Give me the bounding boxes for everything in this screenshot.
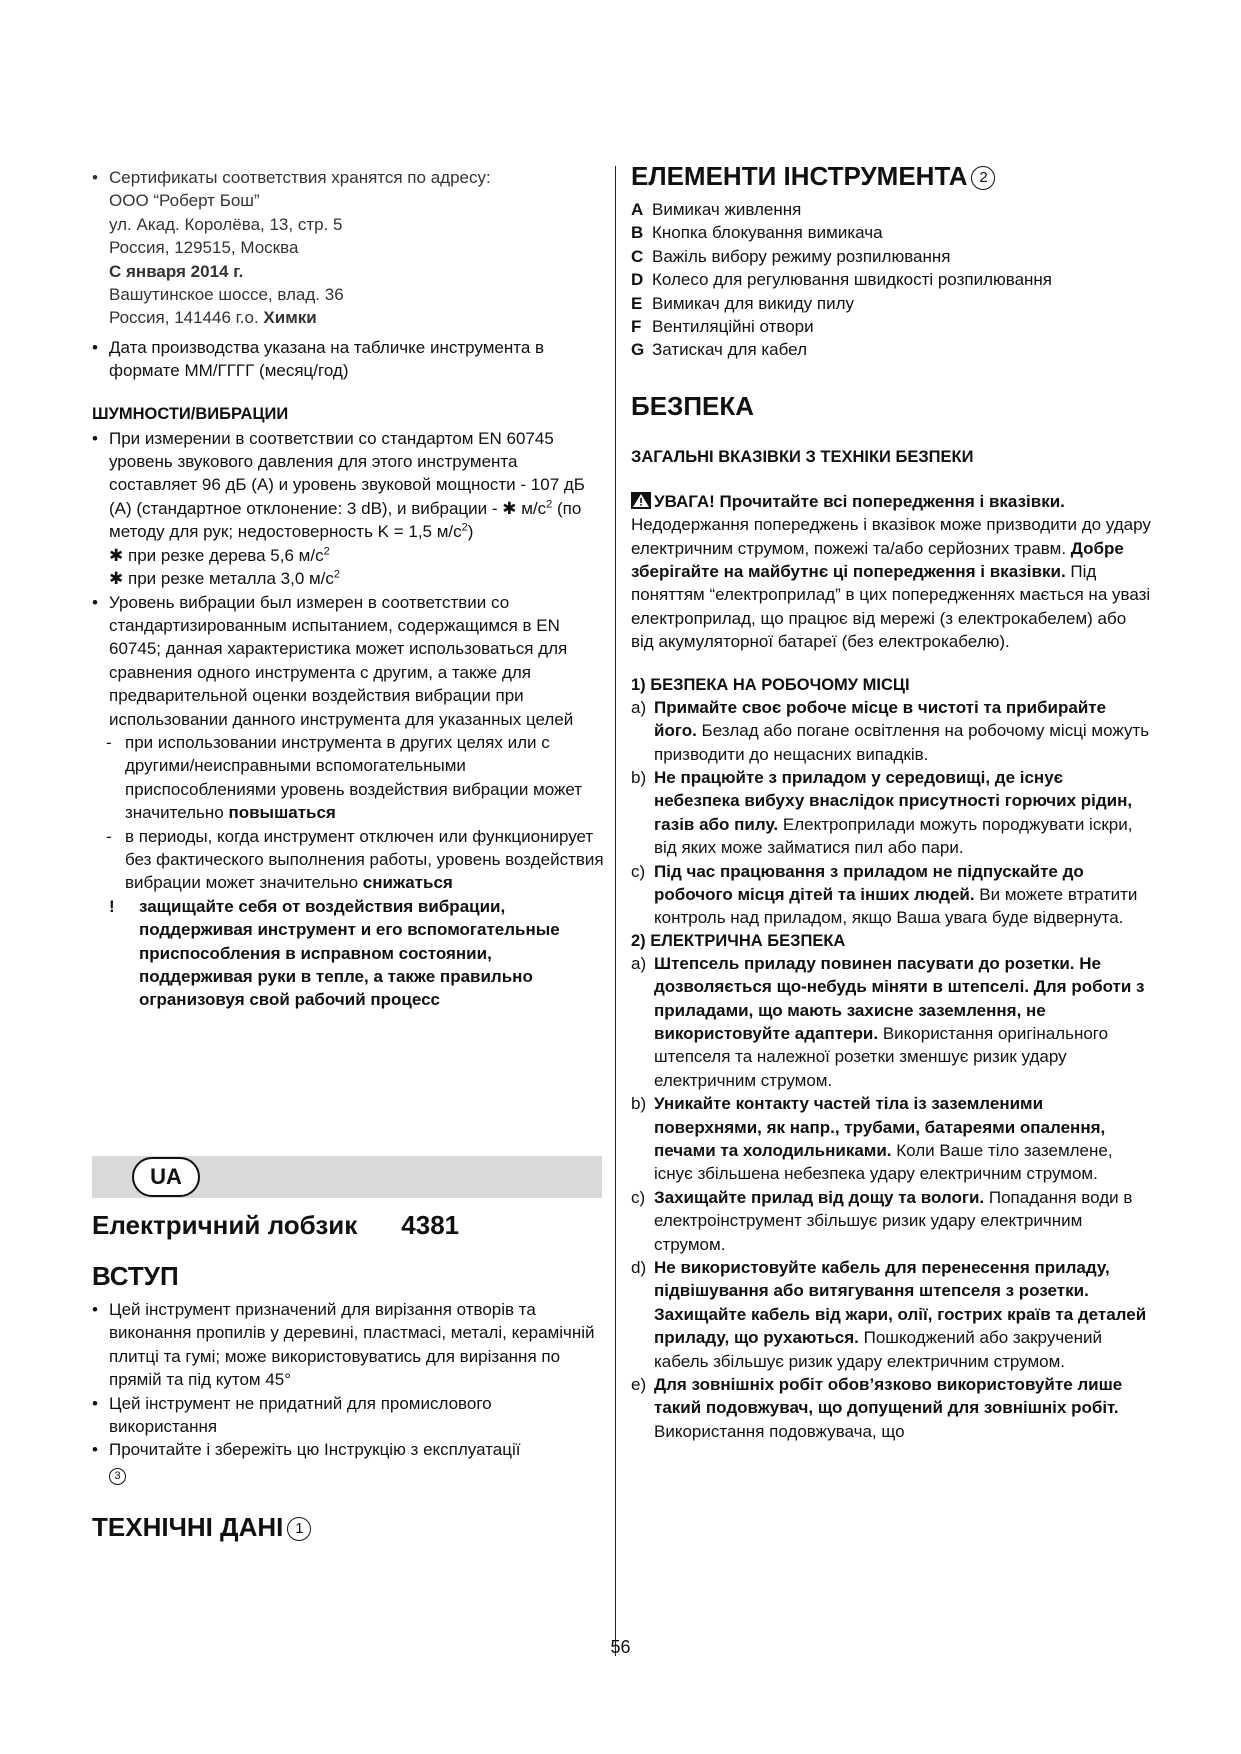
element-letter: D: [631, 270, 644, 290]
elements-heading: [631, 160, 1151, 192]
noise-unit: м/с: [516, 498, 547, 518]
dash-bold: снижаться: [362, 873, 453, 893]
element-text: Вентиляційні отвори: [652, 317, 814, 337]
star-icon: ✱: [502, 498, 517, 518]
element-text: Колесо для регулювання швидкості розпилювання: [652, 270, 1053, 290]
intro-bullet: • Цей інструмент призначений для вирізання отворів та виконання пропилів у деревині, пластмасі, металі, керамічній плитці та гумі; може використовуватись для вирізання по прямій та під кутом 45°: [92, 1298, 604, 1392]
item-bold: Примайте своє робоче місце в чистоті та прибирайте його.: [654, 697, 1107, 741]
language-band: [92, 1156, 602, 1198]
star-icon: ✱: [109, 569, 124, 589]
superscript: 2: [333, 568, 341, 581]
item-mark: e): [631, 1375, 647, 1395]
noise-text2: (по методу для рук; недостоверность K = 1,5 м/с: [109, 498, 582, 542]
date-bullet: • Дата производства указана на табличке инструмента в формате ММ/ГГГГ (месяц/год): [92, 336, 604, 383]
item-mark: c): [631, 861, 646, 881]
elements-list: [631, 198, 1151, 362]
item-bold: Уникайте контакту частей тіла із заземленими поверхнями, як напр., трубами, батареями опалення, печами та холодильниками.: [654, 1094, 1106, 1160]
warning-bold: УВАГА! Прочитайте всі попередження і вказівки.: [654, 491, 1065, 511]
element-letter: A: [631, 200, 644, 219]
cert-city-bold: Химки: [263, 308, 317, 328]
page-number: 56: [610, 1637, 631, 1657]
item-bold: Для зовнішніх робіт обов’язково використовуйте лише такий подовжувач, що допущений для зовнішніх робіт.: [654, 1375, 1123, 1418]
item-text: Електроприлади можуть породжувати іскри, від яких може займатися пил або пари.: [654, 814, 1133, 858]
wood-text: при резке дерева 5,6 м/с: [127, 545, 324, 565]
dash-item: [92, 731, 604, 825]
column-divider: [615, 166, 616, 1656]
cert-line: ООО “Роберт Бош”: [109, 191, 260, 211]
element-item: [631, 315, 1151, 338]
electrical-item: [631, 1373, 1151, 1443]
dash-mark: -: [106, 732, 112, 752]
vibration-bullet: • Уровень вибрации был измерен в соответствии со стандартизированным испытанием, содержащимся в EN 60745; данная характеристика может использоваться для сравнения одного инструмента с другим, а также для предварительной оценки воздействия вибрации при использовании данного инструмента для указанных целей: [92, 591, 604, 731]
item-bold: Не використовуйте кабель для перенесення приладу, підвішування або витягування штепселя з розетки. Захищайте кабель від жари, олії, гострих країв та деталей приладу, що рухаються.: [654, 1258, 1147, 1348]
item-mark: d): [631, 1258, 647, 1278]
cert-line: [109, 306, 604, 329]
elements-heading-text: ЕЛЕМЕНТИ ІНСТРУМЕНТА: [631, 161, 968, 191]
product-model: 4381: [401, 1210, 460, 1240]
noise-bullet: [92, 427, 604, 544]
item-bold: Не працюйте з приладом у середовищі, де існує небезпека вибуху внаслідок присутності горючих рідин, газів або пилу.: [654, 767, 1133, 834]
intro-heading: ВСТУП: [92, 1261, 179, 1291]
item-bold: Під час працювання з приладом не підпускайте до робочого місця дітей та інших людей.: [654, 861, 1084, 904]
cert-line: Россия, 129515, Москва: [109, 238, 299, 258]
element-letter: E: [631, 293, 643, 313]
item-mark: c): [631, 1187, 646, 1207]
element-letter: B: [631, 223, 644, 243]
superscript: 2: [546, 498, 553, 511]
metal-text: при резке металла 3,0 м/с: [127, 569, 334, 589]
cert-line: ул. Акад. Королёва, 13, стр. 5: [109, 214, 343, 234]
item-text: Пошкоджений або закручений кабель збільшує ризик удару електричним струмом.: [654, 1328, 1103, 1371]
dash-bold: повышаться: [228, 803, 336, 823]
warning-text: Недодержання попереджень і вказівок може призводити до удару електричним струмом, пожежі та/або серйозних травм.: [631, 515, 1151, 558]
superscript: 2: [461, 521, 468, 534]
intro-bullet: • Цей інструмент не придатний для промислового використання: [92, 1392, 604, 1439]
element-text: Вимикач живлення: [652, 200, 802, 219]
element-letter: G: [631, 340, 645, 360]
cert-line: • Сертификаты соответствия хранятся по адресу:: [109, 168, 491, 187]
product-title: [92, 1209, 604, 1241]
electrical-item: [631, 1092, 1151, 1186]
item-bold: Захищайте прилад від дощу та вологи.: [654, 1187, 985, 1207]
work-item: [631, 860, 1151, 930]
element-item: [631, 338, 1151, 361]
figure-ref: 3: [109, 1468, 126, 1485]
item-mark: a): [631, 953, 647, 973]
warning-bold: Добре зберігайте на майбутнє ці попередження і вказівки.: [631, 538, 1124, 582]
electrical-item: [631, 1186, 1151, 1256]
wood-value: [92, 544, 604, 567]
work-item: [631, 766, 1151, 860]
element-text: Кнопка блокування вимикача: [652, 223, 883, 243]
left-lower: [92, 1209, 604, 1543]
electrical-item: [631, 952, 1151, 1092]
figure-ref: 1: [287, 1517, 311, 1541]
item-mark: b): [631, 1094, 647, 1114]
dash-text: в периоды, когда инструмент отключен или функционирует без фактического выполнения работы, уровень воздействия вибрации может значительно: [125, 826, 604, 893]
electrical-item: [631, 1256, 1151, 1373]
metal-value: [92, 567, 604, 590]
cert-date: С января 2014 г.: [109, 261, 244, 281]
intro-list: [92, 1298, 604, 1485]
element-item: [631, 221, 1151, 244]
general-safety-heading: ЗАГАЛЬНІ ВКАЗІВКИ З ТЕХНІКИ БЕЗПЕКИ: [631, 447, 974, 466]
warning-text: защищайте себя от воздействия вибрации, поддерживая инструмент и его вспомогательные приспособления в исправном состоянии, поддерживая руки в тепле, а также правильно огранизовуя свой рабочий процесс: [139, 896, 560, 1010]
product-name: Електричний лобзик: [92, 1210, 358, 1240]
figure-ref: 2: [971, 166, 995, 190]
warning-paragraph: [631, 490, 1151, 654]
item-text: Ви можете втратити контроль над приладом, якщо Ваша увага буде відвернута.: [654, 884, 1138, 928]
item-mark: a): [631, 697, 647, 717]
star-icon: ✱: [109, 545, 124, 565]
language-badge: UA: [132, 1157, 200, 1197]
superscript: 2: [323, 545, 330, 558]
item-text: Коли Ваше тіло заземлене, існує збільшена небезпека удару електричним струмом.: [654, 1141, 1113, 1184]
warning-item: [92, 895, 604, 1012]
dash-text: при использовании инструмента в других целях или с другими/неисправными вспомогательными приспособлениями уровень воздействия вибрации может значительно: [125, 732, 583, 823]
tech-heading-text: ТЕХНІЧНІ ДАНІ: [92, 1512, 284, 1543]
item-text: Використання оригінального штепселя та належної розетки зменшує ризик удару електричним струмом.: [654, 1023, 1109, 1090]
work-item: [631, 696, 1151, 766]
warning-triangle-icon: [631, 492, 651, 509]
element-item: [631, 268, 1151, 291]
element-item: [631, 292, 1151, 315]
noise-heading: ШУМНОСТИ/ВИБРАЦИИ: [92, 404, 289, 423]
right-column: [631, 160, 1151, 1443]
dash-mark: -: [106, 826, 112, 846]
element-letter: F: [631, 317, 642, 337]
element-text: Затискач для кабел: [652, 340, 807, 360]
electrical-heading: 2) ЕЛЕКТРИЧНА БЕЗПЕКА: [631, 931, 846, 950]
left-column: [92, 166, 604, 1012]
tech-heading: [92, 1511, 604, 1543]
item-mark: b): [631, 767, 647, 787]
item-text: Безлад або погане освітлення на робочому місці можуть призводити до нещасних випадків.: [654, 721, 1150, 764]
element-item: [631, 198, 1151, 221]
safety-heading: БЕЗПЕКА: [631, 390, 754, 421]
certificate-bullet: [92, 166, 604, 330]
intro-text: • Прочитайте і збережіть цю Інструкцію з експлуатації: [109, 1440, 521, 1460]
intro-bullet: [92, 1438, 604, 1485]
element-text: Важіль вибору режиму розпилювання: [652, 246, 951, 266]
item-text: Використання подовжувача, що: [654, 1421, 905, 1441]
noise-text3: ): [467, 522, 474, 542]
item-bold: Штепсель приладу повинен пасувати до розетки. Не дозволяється що-небудь міняти в штепселі. Для роботи з приладами, що мають захисне заземлення, не використовуйте адаптери.: [654, 953, 1145, 1043]
element-letter: C: [631, 246, 644, 266]
cert-line: Вашутинское шоссе, влад. 36: [109, 285, 344, 305]
exclamation-icon: !: [109, 896, 115, 916]
work-area-heading: 1) БЕЗПЕКА НА РОБОЧОМУ МІСЦІ: [631, 675, 910, 694]
element-text: Вимикач для викиду пилу: [652, 293, 854, 313]
cert-city: Россия, 141446 г.о.: [109, 308, 259, 328]
element-item: [631, 245, 1151, 268]
item-text: Попадання води в електроінструмент збільшує ризик удару електричним струмом.: [654, 1187, 1133, 1254]
dash-item: [92, 825, 604, 895]
noise-text: При измерении в соответствии со стандартом EN 60745 уровень звукового давления для этого инструмента составляет 96 дБ (A) и уровень звуковой мощности - 107 дБ (A) (стандартное отклонение: 3 dB), и вибрации -: [109, 428, 585, 518]
warning-text: Під поняттям “електроприлад” в цих попередженнях мається на увазі електроприлад, що працює від мережі (з електрокабелем) або від акумуляторної батареї (без електрокабелю).: [631, 562, 1151, 652]
